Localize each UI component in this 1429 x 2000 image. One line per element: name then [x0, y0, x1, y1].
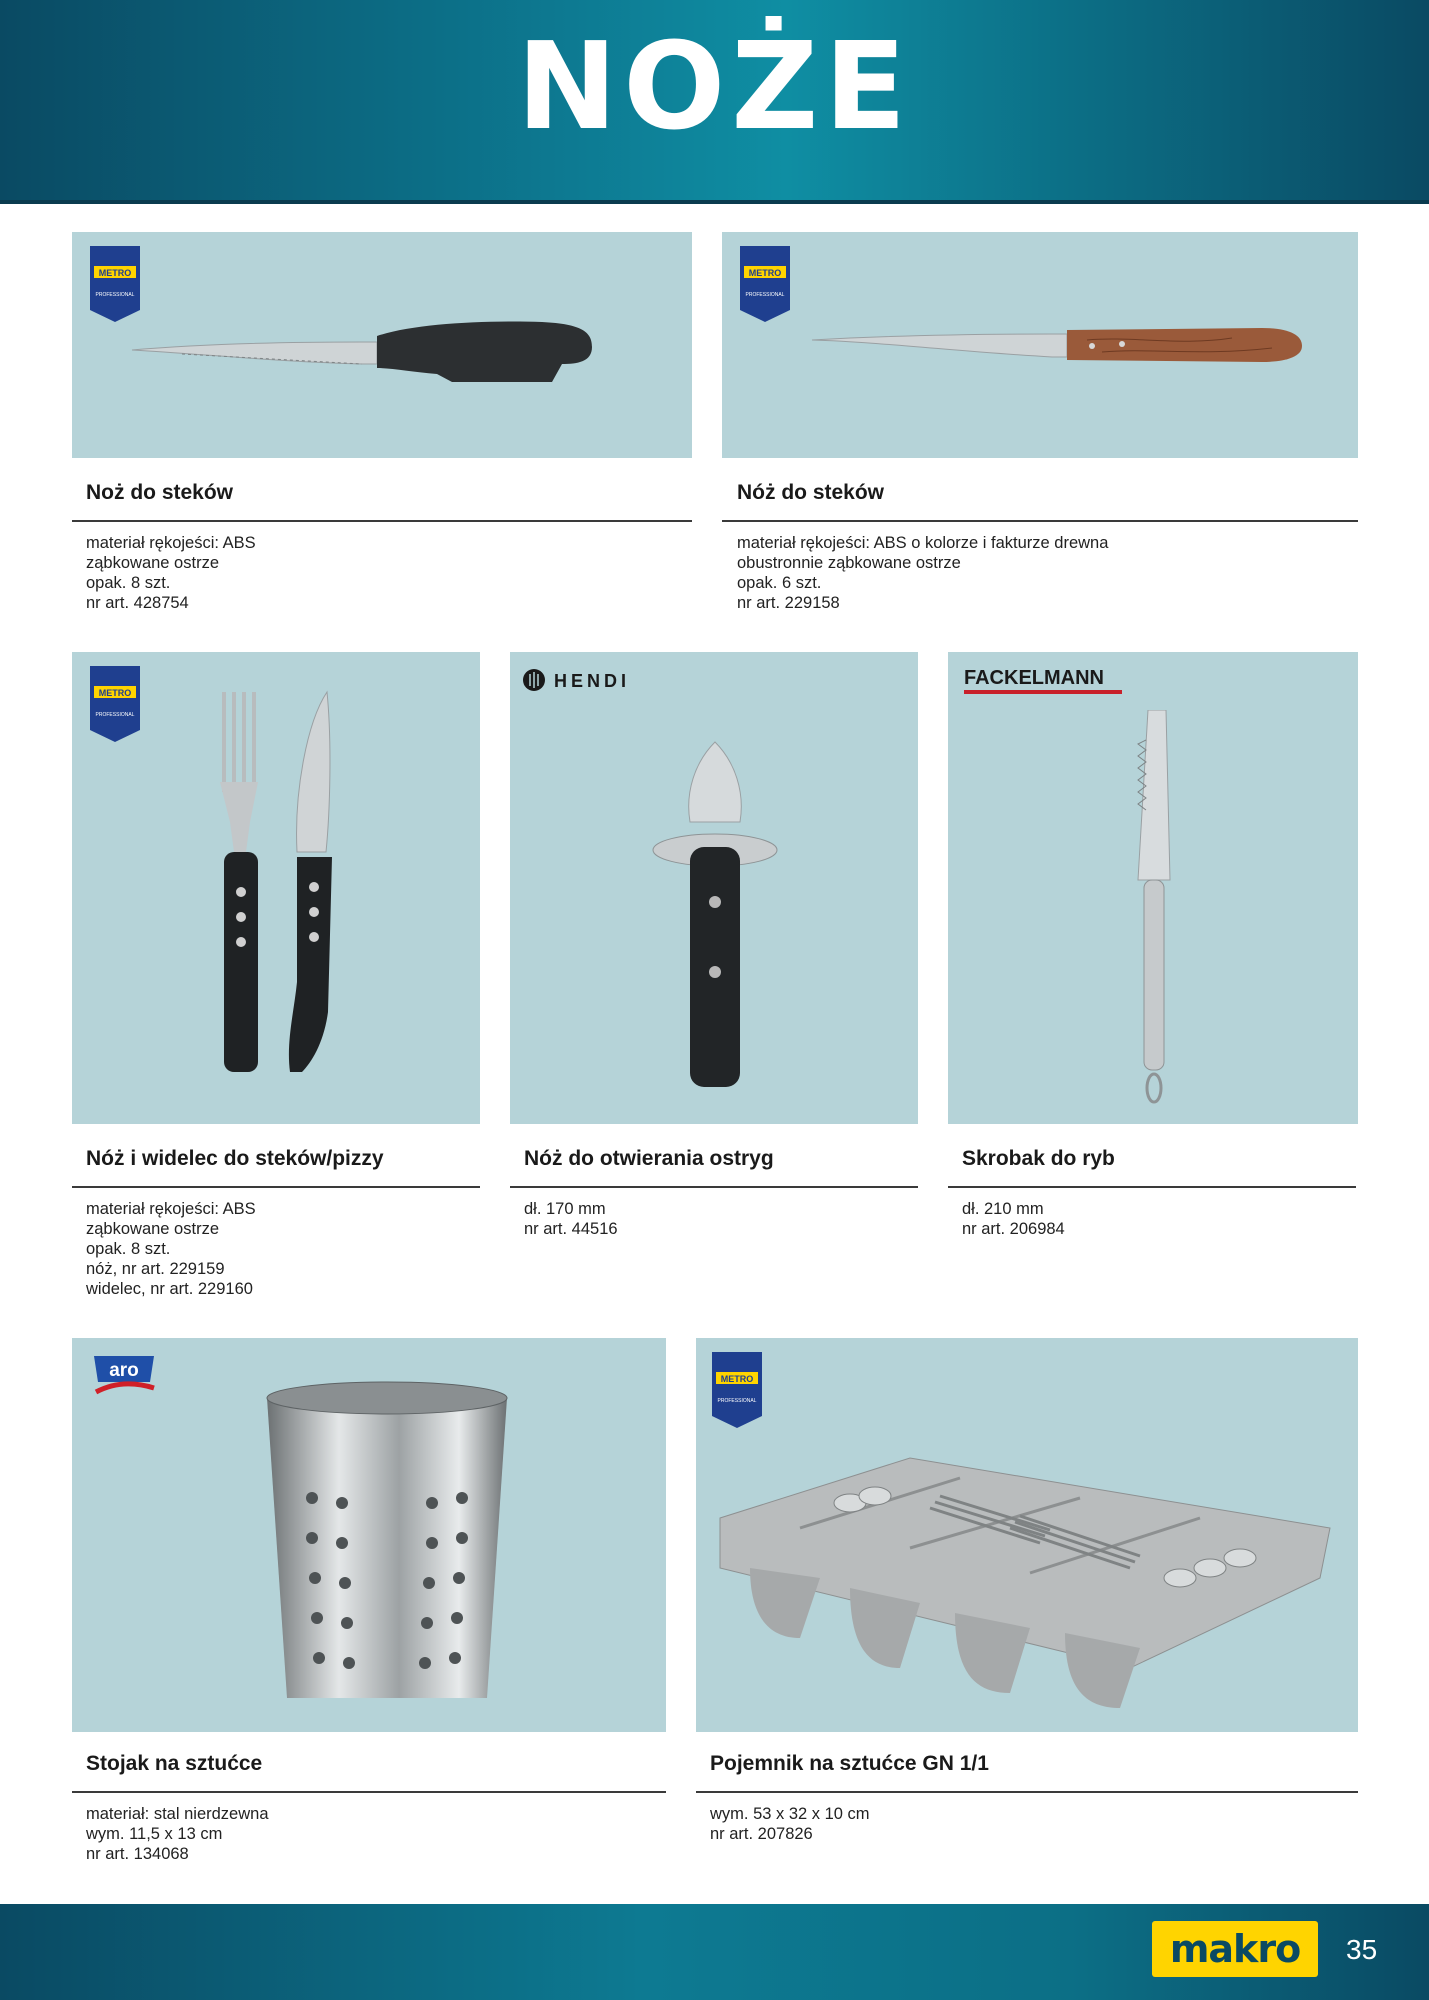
cutlery-tray-image: [710, 1418, 1350, 1718]
product-image-panel: [72, 652, 480, 1124]
product-title: Skrobak do ryb: [962, 1147, 1115, 1170]
product-image-panel: [510, 652, 918, 1124]
steak-fork-and-knife-image: [202, 682, 362, 1112]
metro-professional-logo: [712, 1352, 762, 1428]
product-title: Nóż do steków: [737, 481, 885, 504]
detail-line: opak. 8 szt.: [86, 574, 171, 592]
product-details: [86, 533, 256, 613]
product-title: Stojak na sztućce: [86, 1752, 263, 1775]
brand-sub: PROFESSIONAL: [95, 292, 135, 298]
metro-professional-logo: [740, 246, 790, 322]
detail-line: dł. 170 mm: [524, 1200, 606, 1218]
brand-name: HENDI: [554, 671, 631, 691]
product-image-panel: [72, 232, 692, 458]
detail-line: nr art. 428754: [86, 594, 189, 612]
detail-line: materiał rękojeści: ABS o kolorze i fakturze drewna: [737, 534, 1109, 552]
detail-line: materiał: stal nierdzewna: [86, 1805, 269, 1823]
product-details: [737, 533, 1108, 613]
detail-line: nr art. 229158: [737, 594, 840, 612]
detail-line: nr art. 207826: [710, 1825, 813, 1843]
product-details: [86, 1804, 269, 1864]
title-divider: [948, 1186, 1356, 1188]
detail-line: opak. 6 szt.: [737, 574, 822, 592]
title-divider: [72, 1186, 480, 1188]
detail-line: materiał rękojeści: ABS: [86, 534, 256, 552]
detail-line: nr art. 206984: [962, 1220, 1065, 1238]
detail-line: nr art. 134068: [86, 1845, 189, 1863]
product-image-panel: [722, 232, 1358, 458]
page-header: [0, 0, 1429, 204]
product-details: [962, 1199, 1065, 1239]
detail-line: wym. 11,5 x 13 cm: [86, 1825, 223, 1843]
product-title: Pojemnik na sztućce GN 1/1: [710, 1752, 989, 1775]
product-image-panel: [72, 1338, 666, 1732]
brand-name: FACKELMANN: [964, 667, 1104, 689]
detail-line: ząbkowane ostrze: [86, 554, 219, 572]
product-details: [86, 1199, 256, 1299]
product-image-panel: [696, 1338, 1358, 1732]
title-divider: [696, 1791, 1358, 1793]
brand-name: aro: [109, 1360, 139, 1381]
metro-professional-logo: [90, 666, 140, 742]
product-title: Noż do steków: [86, 481, 234, 504]
brand-name: METRO: [720, 1374, 754, 1384]
detail-line: widelec, nr art. 229160: [86, 1280, 253, 1298]
title-divider: [72, 1791, 666, 1793]
detail-line: ząbkowane ostrze: [86, 1220, 219, 1238]
detail-line: wym. 53 x 32 x 10 cm: [710, 1805, 870, 1823]
product-details: [524, 1199, 618, 1239]
detail-line: nóż, nr art. 229159: [86, 1260, 225, 1278]
brand-name: METRO: [98, 688, 132, 698]
brand-sub: PROFESSIONAL: [717, 1398, 757, 1404]
makro-logo: makro: [1152, 1921, 1318, 1977]
detail-line: nr art. 44516: [524, 1220, 618, 1238]
steak-knife-wood-image: [802, 312, 1322, 402]
oyster-knife-image: [640, 732, 790, 1112]
detail-line: opak. 8 szt.: [86, 1240, 171, 1258]
product-title: Nóż do otwierania ostryg: [524, 1147, 774, 1170]
brand-sub: PROFESSIONAL: [745, 292, 785, 298]
product-details: [710, 1804, 870, 1844]
fish-scaler-image: [1108, 710, 1208, 1110]
detail-line: materiał rękojeści: ABS: [86, 1200, 256, 1218]
brand-name: METRO: [98, 268, 132, 278]
title-divider: [722, 520, 1358, 522]
detail-line: obustronnie ząbkowane ostrze: [737, 554, 961, 572]
hendi-logo: [522, 666, 672, 698]
steak-knife-black-image: [122, 302, 662, 412]
product-title: Nóż i widelec do steków/pizzy: [86, 1147, 384, 1170]
detail-line: dł. 210 mm: [962, 1200, 1044, 1218]
title-divider: [72, 520, 692, 522]
page-title: NOŻE: [516, 18, 913, 157]
fackelmann-logo: [964, 664, 1134, 698]
product-image-panel: [948, 652, 1358, 1124]
aro-logo: [90, 1352, 160, 1402]
page-number: 35: [1346, 1934, 1378, 1965]
title-divider: [510, 1186, 918, 1188]
cutlery-holder-image: [257, 1378, 517, 1708]
brand-name: METRO: [748, 268, 782, 278]
brand-sub: PROFESSIONAL: [95, 712, 135, 718]
